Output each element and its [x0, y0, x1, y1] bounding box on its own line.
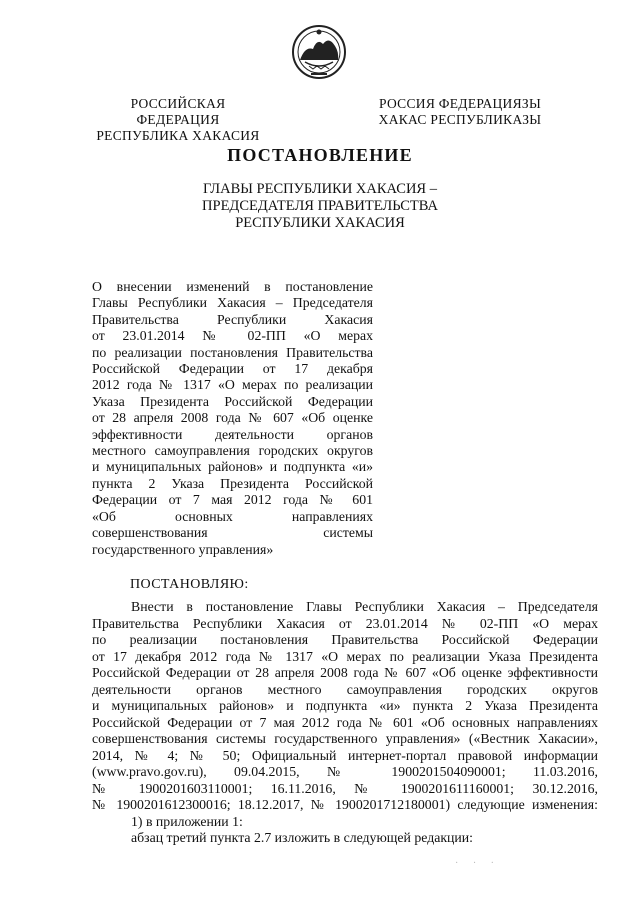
subject-line: по реализации постановления Правительства	[92, 344, 373, 360]
header-right-line2: ХАКАС РЕСПУБЛИКАЗЫ	[378, 112, 542, 127]
document-subject	[92, 279, 373, 558]
coat-of-arms-emblem	[291, 24, 347, 80]
subject-line: эффективности деятельности органов	[92, 426, 373, 442]
subject-line: Указа Президента Российской Федерации	[92, 393, 373, 409]
body-line: и муниципальных районов» и подпункта «и» пункта 2 Указа Президента	[92, 698, 598, 713]
body-line: Российской Федерации от 28 апреля 2008 года № 607 «Об оценке эффективности	[92, 665, 598, 680]
subject-line: «Об основных направлениях	[92, 508, 373, 524]
body-line: (www.pravo.gov.ru), 09.04.2015, № 1900201504090001; 11.03.2016,	[92, 764, 598, 779]
body-line: деятельности органов местного самоуправления городских округов	[92, 681, 598, 697]
subtitle-line: ГЛАВЫ РЕСПУБЛИКИ ХАКАСИЯ –	[203, 181, 437, 197]
body-line: 1) в приложении 1:	[131, 813, 243, 829]
body-line: № 1900201612300016; 18.12.2017, № 1900201712180001) следующие изменения:	[92, 797, 598, 812]
header-left-line1: РОССИЙСКАЯ ФЕДЕРАЦИЯ	[130, 96, 226, 127]
header-left	[92, 96, 264, 144]
body-line: Российской Федерации от 7 мая 2012 года № 601 «Об основных направлениях	[92, 714, 598, 730]
body-line: Внести в постановление Главы Республики Хакасия – Председателя	[131, 599, 598, 614]
subject-line: Российской Федерации от 17 декабря	[92, 361, 373, 377]
body-line: совершенствования системы государственного управления» («Вестник Хакасии»,	[92, 731, 598, 746]
header-right-line1: РОССИЯ ФЕДЕРАЦИЯЗЫ	[378, 96, 542, 111]
subject-line: местного самоуправления городских округов	[92, 443, 373, 459]
body-line: 2014, № 4; № 50; Официальный интернет-портал правовой информации	[92, 747, 598, 763]
subject-line: Правительства Республики Хакасия	[92, 311, 373, 327]
body-line: абзац третий пункта 2.7 изложить в следующей редакции:	[131, 830, 474, 845]
subtitle-line: ПРЕДСЕДАТЕЛЯ ПРАВИТЕЛЬСТВА	[202, 198, 438, 214]
decree-word: ПОСТАНОВЛЯЮ:	[130, 577, 249, 592]
subject-line: государственного управления»	[92, 541, 274, 557]
body-line: Правительства Республики Хакасия от 23.01.2014 № 02-ПП «О мерах	[92, 615, 598, 631]
scan-artifact: · · ·	[455, 858, 500, 869]
subject-line: Главы Республики Хакасия – Председателя	[92, 295, 373, 311]
subject-line: от 28 апреля 2008 года № 607 «Об оценке	[92, 410, 373, 426]
document-title: ПОСТАНОВЛЕНИЕ	[227, 145, 413, 165]
subject-line: и муниципальных районов» и подпункта «и»	[92, 459, 373, 475]
subject-line: О внесении изменений в постановление	[92, 279, 373, 294]
body-line: № 1900201603110001; 16.11.2016, № 1900201611160001; 30.12.2016,	[92, 780, 598, 796]
document-subtitle	[0, 181, 640, 232]
subject-line: совершенствования системы	[92, 525, 373, 541]
subtitle-line: РЕСПУБЛИКИ ХАКАСИЯ	[235, 215, 405, 231]
body-line: от 17 декабря 2012 года № 1317 «О мерах по реализации Указа Президента	[92, 648, 598, 664]
subject-line: 2012 года № 1317 «О мерах по реализации	[92, 377, 373, 393]
body-line: по реализации постановления Правительства Российской Федерации	[92, 632, 598, 647]
header-left-line2: РЕСПУБЛИКА ХАКАСИЯ	[96, 128, 260, 143]
subject-line: Федерации от 7 мая 2012 года № 601	[92, 492, 373, 508]
document-body	[92, 599, 598, 847]
subject-line: от 23.01.2014 № 02-ПП «О мерах	[92, 328, 373, 344]
header-right	[376, 96, 544, 128]
subject-line: пункта 2 Указа Президента Российской	[92, 475, 373, 491]
